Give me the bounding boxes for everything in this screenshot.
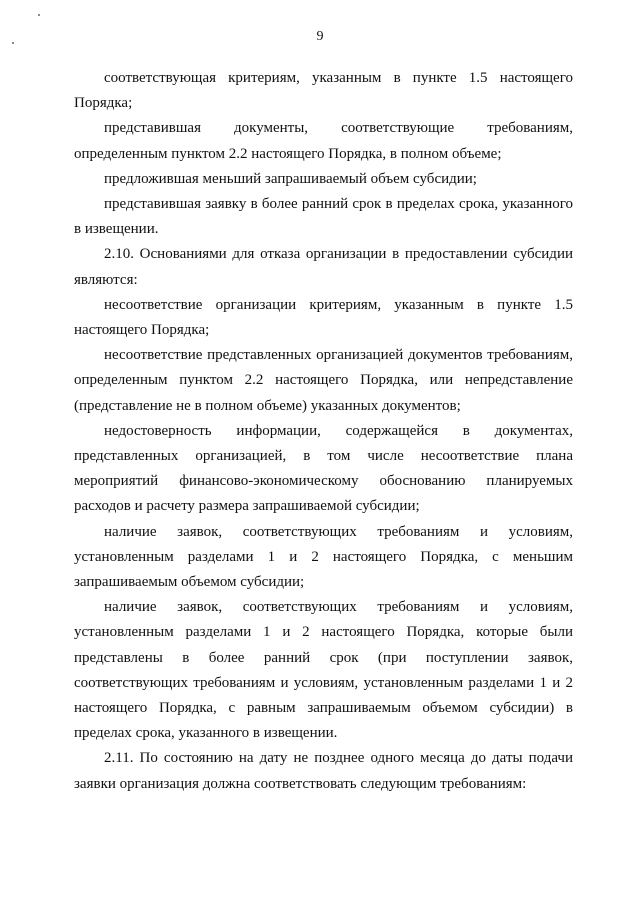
page-number: 9 (316, 29, 324, 44)
paragraph-documents-mismatch: несоответствие представленных организацией документов требованиям, определенным пунктом 2.2 настоящего Порядка, или непредставление (представление не в полном объеме) указанных документов; (74, 347, 573, 414)
paragraph-smaller-subsidy: предложившая меньший запрашиваемый объем субсидии; (104, 170, 477, 187)
paragraph-requirements-date: 2.11. По состоянию на дату не позднее одного месяца до даты подачи заявки организация должна соответствовать следующим требованиям: (74, 750, 573, 792)
paragraph-criteria-mismatch: несоответствие организации критериям, указанным в пункте 1.5 настоящего Порядка; (74, 296, 573, 339)
paragraph-earlier-requests-exist: наличие заявок, соответствующих требованиям и условиям, установленным разделами 1 и 2 настоящего Порядка, которые были представлены в более ранний срок (при поступлении заявок, соответствующих требованиям и условиям, установленным разделами 1 и 2 настоящего Порядка, с равным запрашиваемым объемом субсидии) в пределах срока, указанного в извещении. (74, 599, 573, 742)
paragraph-unreliable-info: недостоверность информации, содержащейся в документах, представленных организацией, в том числе несоответствие плана мероприятий финансово-экономическому обоснованию планируемых расходов и расчету размера запрашиваемой субсидии; (74, 422, 573, 515)
scan-speck (38, 14, 40, 16)
paragraph-criteria-match: соответствующая критериям, указанным в пункте 1.5 настоящего Порядка; (74, 70, 573, 112)
paragraph-smaller-requests-exist: наличие заявок, соответствующих требованиям и условиям, установленным разделами 1 и 2 настоящего Порядка, с меньшим запрашиваемым объемом субсидии; (74, 523, 573, 591)
paragraph-documents-full: представившая документы, соответствующие требованиям, определенным пунктом 2.2 настоящего Порядка, в полном объеме; (74, 120, 573, 162)
paragraph-earlier-application: представившая заявку в более ранний срок в пределах срока, указанного в извещении. (74, 196, 573, 238)
document-body (74, 66, 573, 797)
paragraph-refusal-grounds: 2.10. Основаниями для отказа организации в предоставлении субсидии являются: (74, 246, 573, 288)
